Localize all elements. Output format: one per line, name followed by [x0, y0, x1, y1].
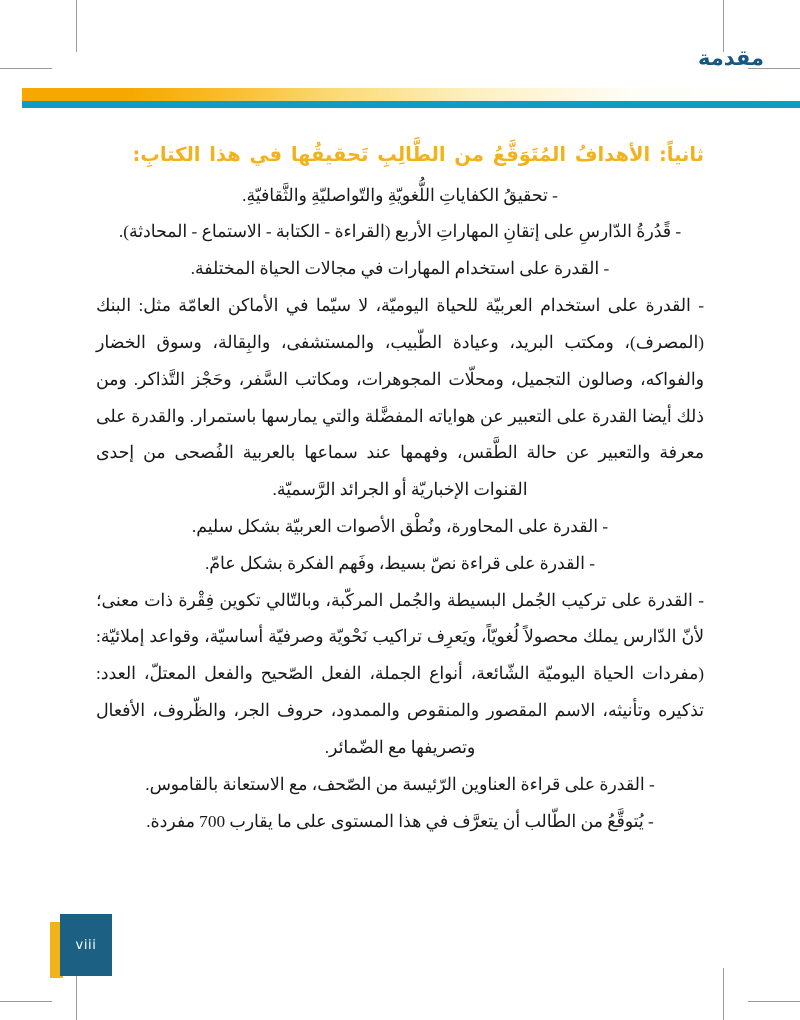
list-item: - القدرة على قراءة العناوين الرّئيسة من الصّحف، مع الاستعانة بالقاموس.: [145, 774, 655, 794]
page-number-box: [60, 914, 112, 976]
list-item: - قًدُرةُ الدّارسِ على إتقانِ المهاراتِ الأربع (القراءة - الكتابة - الاستماع - المحادثة).: [118, 222, 682, 242]
list-item: - القدرة على قراءة نصّ بسيط، وفَهم الفكرة بشكل عامّ.: [204, 553, 595, 573]
crop-mark-bottom-right-vertical: [723, 968, 724, 1020]
page-number-text: viii: [75, 937, 97, 953]
list-item: - تحقيقُ الكفاياتِ اللُّغويّةِ والتّواصليّةِ والثَّقافيّةِ.: [242, 185, 558, 205]
list-item: - القدرة على المحاورة، ونُطْق الأصوات العربيّة بشكل سليم.: [191, 516, 609, 536]
header-gradient-rule: [22, 88, 800, 101]
header-teal-rule: [22, 101, 800, 108]
page-number-block: [42, 914, 120, 978]
page-header: [0, 0, 800, 112]
section-heading: ثانياً: الأهدافُ المُتَوَقَّعُ من الطَّالِبِ تَحقيقُها في هذا الكتابِ:: [132, 143, 704, 166]
header-chapter-title: مقدمة: [698, 46, 764, 70]
list-item: - القدرة على تركيب الجُمل البسيطة والجُمل المركّبة، وبالتّالي تكوين فِقْرة ذات معنى؛ لأنّ الدّارس يملك محصولاً لُغويّاً، ويَعرِف تراكيب نَحْويّة وصرفيّة أساسيّة، وقواعد إملائيّة: (مفردات الحياة اليوميّة الشّائعة، أنواع الجملة، الفعل الصّحيح والفعل المعتلّ، العدد: تذكيره وتأنيثه، الاسم المقصور والمنقوص والممدود، حروف الجر، والظّروف، الأفعال وتصريفها مع الضّمائر.: [96, 590, 704, 757]
page-content: [96, 138, 704, 840]
crop-mark-bottom-right-horizontal: [748, 1001, 800, 1002]
list-item: - القدرة على استخدام العربيّة للحياة اليوميّة، لا سيّما في الأماكن العامّة مثل: البنك (المصرف)، ومكتب البريد، وعيادة الطّبيب، والمستشفى، والبِقالة، وسوق الخضار والفواكه، وصالون التجميل، ومحلّات المجوهرات، ومكاتب السَّفر، وحَجْز التَّذاكر. ومن ذلك أيضا القدرة على التعبير عن هواياته المفضَّلة والتي يمارسها باستمرار. والقدرة على معرفة والتعبير عن حالة الطَّقس، وفهمها عند سماعها بالعربية الفُصحى من إحدى القنوات الإخباريّة أو الجرائد الرَّسميّة.: [96, 296, 704, 500]
list-item: - يُتوقَّعُ من الطّالب أن يتعرَّف في هذا المستوى على ما يقارب 700 مفردة.: [146, 811, 654, 831]
objectives-list: [96, 178, 704, 841]
list-item: - القدرة على استخدام المهارات في مجالات الحياة المختلفة.: [190, 259, 610, 279]
crop-mark-bottom-left-horizontal: [0, 1001, 52, 1002]
